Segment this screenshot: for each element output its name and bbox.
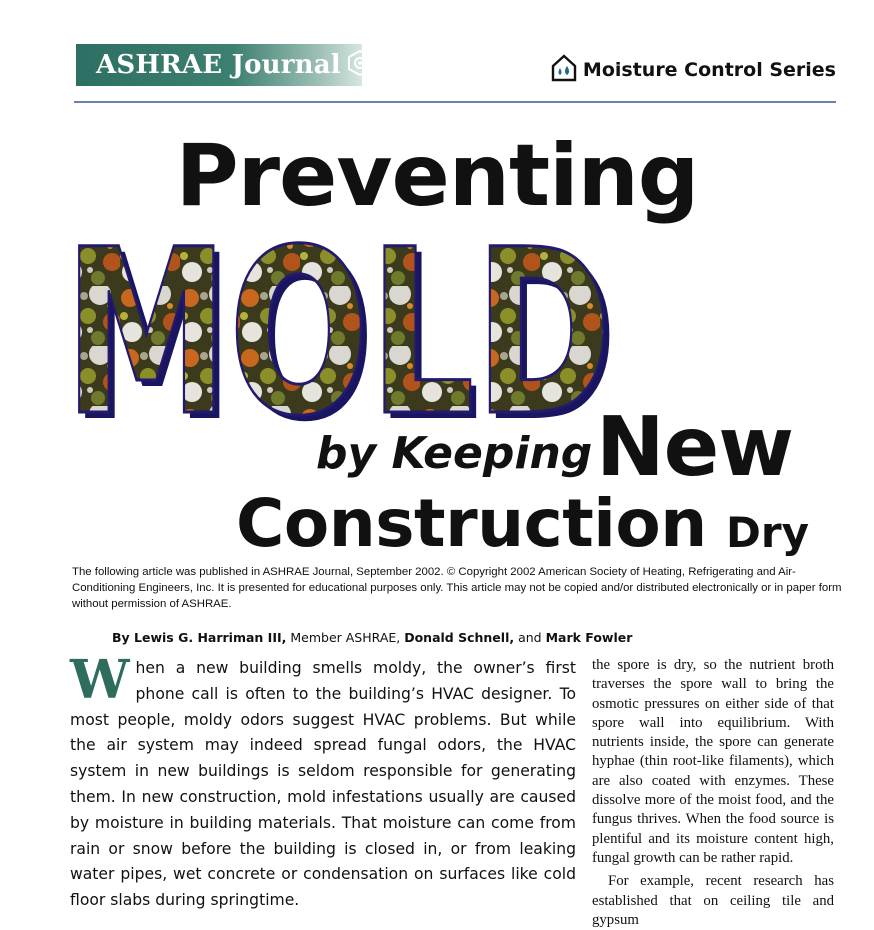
house-droplet-icon <box>551 54 577 86</box>
ashrae-emblem-icon <box>347 50 373 80</box>
series-title: Moisture Control Series <box>582 59 836 81</box>
title-mold-graphic <box>60 226 620 426</box>
title-construction: Construction <box>236 485 707 562</box>
byline <box>112 630 632 645</box>
title-mold: MOLD <box>64 226 612 426</box>
title-preventing: Preventing <box>175 126 699 226</box>
title-dry: Dry <box>726 508 809 557</box>
copyright-notice: The following article was published in ASHRAE Journal, September 2002. © Copyright 2002 American Society of Heating, Refrigerating and Air-Conditioning Engineers, Inc. It is presented for educational purposes only. This article may not be copied and/or distributed electronically or in paper form without permission of ASHRAE. <box>72 566 842 610</box>
lead-paragraph-text: hen a new building smells moldy, the owner’s first phone call is often to the building’s HVAC designer. To most people, moldy odors suggest HVAC problems. But while the air system may indeed spread fungal odors, the HVAC system in new buildings is seldom responsible for generating them. In new construction, mold infestations usually are caused by moisture in building materials. That moisture can come from rain or snow before the building is closed in, or from leaking water pipes, wet concrete or condensation on surfaces like cold floor slabs during springtime. <box>70 659 576 910</box>
header-divider <box>74 101 836 103</box>
right-column-paragraph-2: For example, recent research has established that on ceiling tile and gypsum <box>592 873 834 928</box>
title-by-keeping: by Keeping <box>316 428 593 479</box>
right-column-paragraph-1: the spore is dry, so the nutrient broth traverses the spore wall to bring the osmotic pressures on either side of that spore wall into equilibrium. With nutrients inside, the spore can generate hyphae (thin root-like filaments), which are also coated with enzymes. These dissolve more of the moist food, and the fungus thrives. When the food source is plentiful and its moisture content high, fungal growth can be rather rapid. <box>592 657 834 866</box>
right-column <box>592 656 834 930</box>
title-mold-shadow: MOLD <box>70 226 618 426</box>
byline-author-1-role: Member ASHRAE, <box>286 630 405 645</box>
journal-logo <box>76 44 362 86</box>
byline-connector: and <box>514 630 546 645</box>
series-label <box>551 54 836 86</box>
journal-name: ASHRAE Journal <box>96 50 341 80</box>
byline-author-3: Mark Fowler <box>545 630 633 645</box>
drop-cap: W <box>70 649 130 711</box>
lead-paragraph <box>70 649 576 914</box>
byline-author-1: Lewis G. Harriman III, <box>134 630 287 645</box>
byline-author-2: Donald Schnell, <box>404 630 515 645</box>
byline-prefix: By <box>112 630 135 645</box>
title-new: New <box>596 400 793 495</box>
